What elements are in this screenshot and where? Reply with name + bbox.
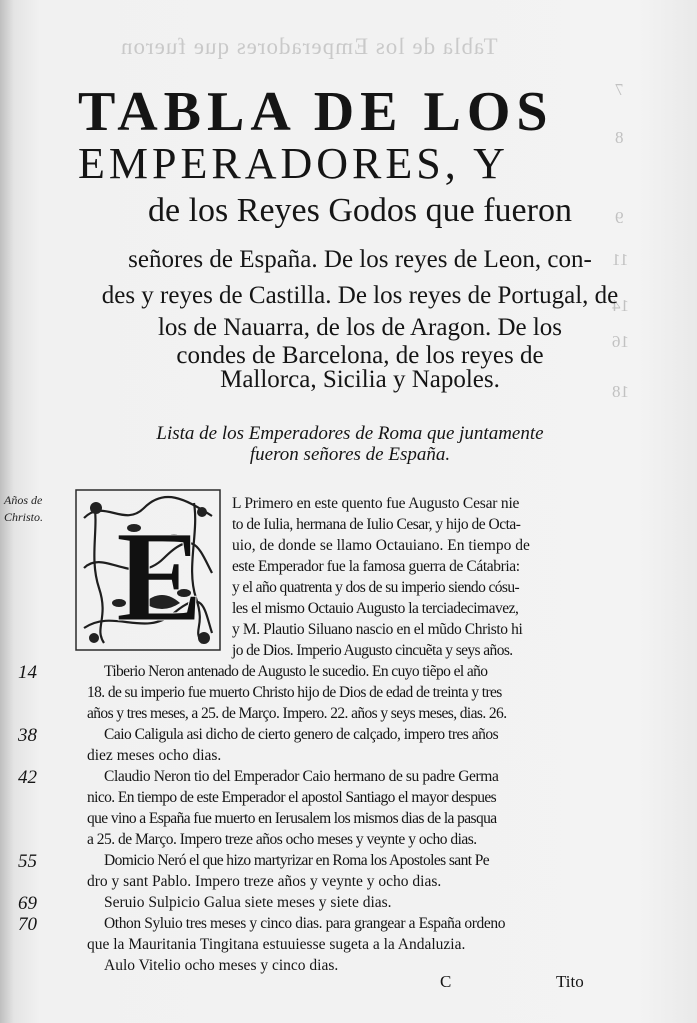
bleed-through-number: 7 [615, 80, 624, 99]
bleed-through-number: 14 [612, 296, 629, 315]
margin-year: 69 [18, 893, 37, 914]
text-line: que la Mauritania Tingitana estuuiesse sugeta a la Andaluzia. [87, 936, 466, 953]
page-title-line-2: EMPERADORES, Y [78, 139, 509, 188]
text-line: Claudio Neron tio del Emperador Caio hermano de su padre Germa [104, 768, 499, 785]
bleed-through-number: 8 [615, 128, 624, 147]
text-line: Aulo Vitelio ocho meses y cinco dias. [104, 957, 339, 974]
text-line: les el mismo Octauio Augusto la terciadecimavez, [232, 600, 519, 617]
text-line: Caio Caligula asi dicho de cierto genero de calçado, impero tres años [104, 726, 499, 743]
text-line: uio, de donde se llamo Octauiano. En tiempo de [232, 537, 530, 554]
text-line: Tiberio Neron antenado de Augusto le sucedio. En cuyo tiẽpo el año [104, 663, 488, 680]
bleed-through-number: 16 [612, 332, 629, 351]
catchword: Tito [556, 972, 584, 991]
text-line: años y tres meses, a 25. de Março. Impero. 22. años y seys meses, dias. 26. [87, 705, 507, 722]
margin-year: 38 [18, 725, 37, 746]
margin-year: 70 [18, 914, 37, 935]
text-line: y M. Plautio Siluano nascio en el mũdo Christo hi [232, 621, 523, 638]
decorated-initial [74, 488, 222, 652]
floral-ornament-icon [74, 488, 222, 652]
text-line: que vino a España fue muerto en Ierusalem los mismos dias de la pasqua [87, 810, 497, 827]
title-subline: los de Nauarra, de los de Aragon. De los [157, 314, 563, 341]
title-subline: de los Reyes Godos que fueron [148, 192, 572, 229]
page-title-line-1: TABLA DE LOS [78, 81, 554, 143]
text-line: to de Iulia, hermana de Iulio Cesar, y hijo de Octa- [232, 516, 521, 533]
text-line: este Emperador fue la famosa guerra de Cátabria: [232, 558, 520, 575]
margin-year: 14 [18, 662, 37, 683]
text-line: Domicio Neró el que hizo martyrizar en Roma los Apostoles sant Pe [104, 852, 490, 869]
margin-heading: Años de Christo. [4, 493, 44, 524]
text-line: y el año quatrenta y dos de su imperio siendo cósu- [232, 579, 520, 596]
svg-text:E: E [116, 505, 203, 649]
bleed-through-number: 18 [612, 382, 629, 401]
bleed-through-number: 11 [612, 250, 629, 269]
margin-year: 42 [18, 767, 37, 788]
text-line: Seruio Sulpicio Galua siete meses y siete dias. [104, 894, 392, 911]
bleed-through-number: 9 [615, 208, 624, 227]
text-line: dro y sant Pablo. Impero treze años y veynte y ocho dias. [87, 873, 442, 890]
section-heading: Lista de los Emperadores de Roma que juntamente [156, 423, 544, 444]
text-line: Othon Syluio tres meses y cinco dias. para grangear a España ordeno [104, 915, 506, 932]
title-subline: condes de Barcelona, de los reyes de [176, 342, 544, 369]
text-line: nico. En tiempo de este Emperador el apostol Santiago el mayor despues [87, 789, 497, 806]
section-heading: fueron señores de España. [249, 444, 451, 465]
text-line: 18. de su imperio fue muerto Christo hijo de Dios de edad de treinta y tres [87, 684, 502, 701]
title-subline: Mallorca, Sicilia y Napoles. [220, 366, 500, 393]
text-line: L Primero en este quento fue Augusto Cesar nie [232, 495, 520, 512]
text-line: jo de Dios. Imperio Augusto cincuẽta y seys años. [232, 642, 513, 659]
title-subline: señores de España. De los reyes de Leon, con- [128, 246, 592, 273]
title-subline: des y reyes de Castilla. De los reyes de Portugal, de [101, 282, 619, 309]
margin-year: 55 [18, 851, 37, 872]
signature-mark: C [440, 972, 452, 991]
text-line: a 25. de Março. Impero treze años ocho meses y veynte y ocho dias. [87, 831, 477, 848]
bleed-through-title: Tabla de los Emperadores que fueron [120, 34, 498, 59]
text-line: diez meses ocho dias. [87, 747, 222, 764]
